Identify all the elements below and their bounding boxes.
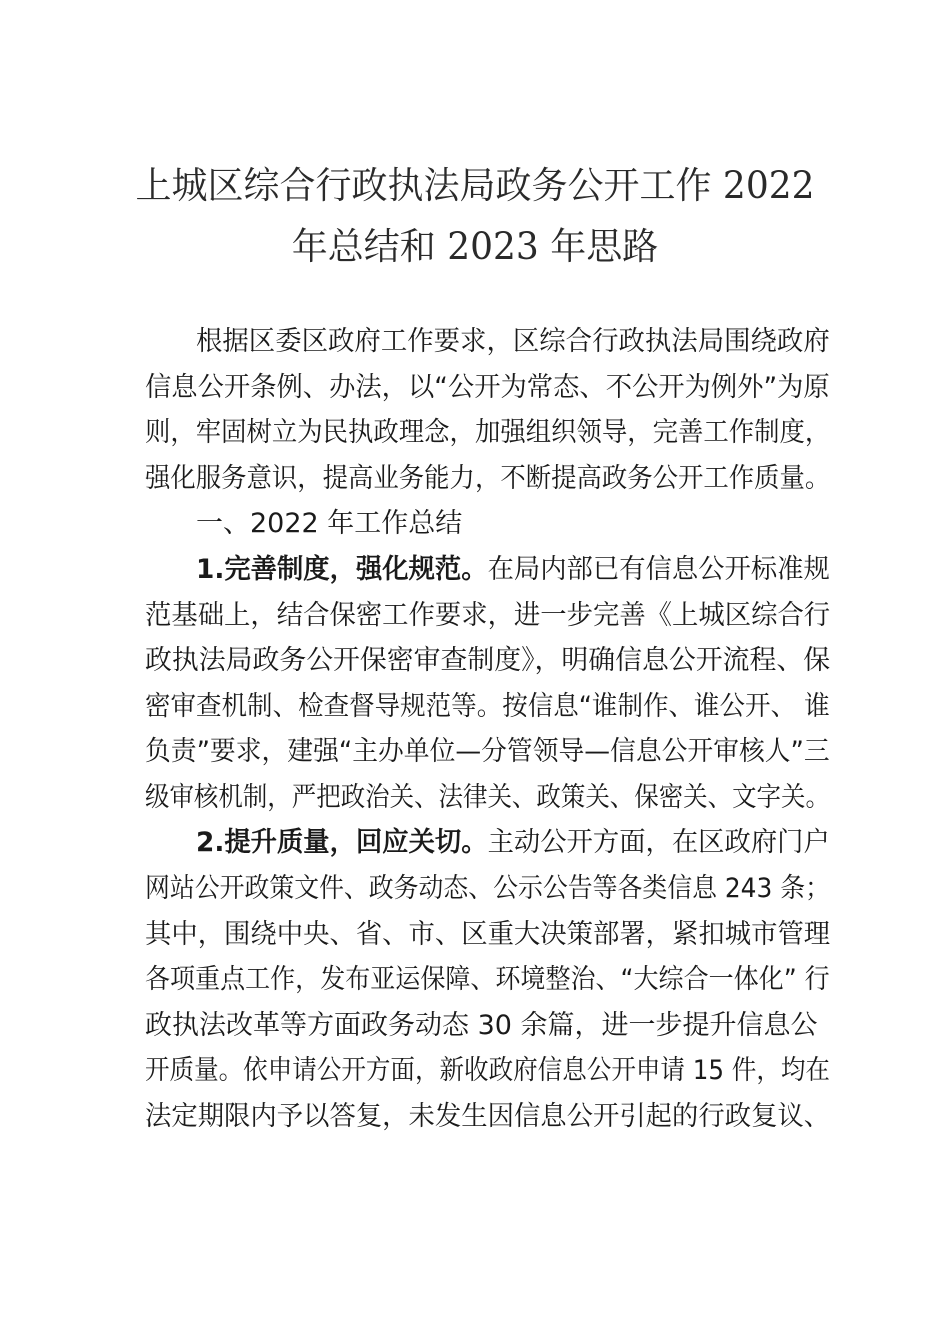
item-2-first-line-text: 主动公开方面，在区政府门户 — [487, 827, 830, 858]
section-heading-2022-summary: 一、2022 年工作总结 — [196, 508, 463, 539]
item-2-line-7: 法定期限内予以答复，未发生因信息公开引起的行政复议、 — [145, 1101, 831, 1132]
item-2-line-2: 网站公开政策文件、政务动态、公示公告等各类信息 243 条； — [145, 873, 830, 904]
item-1-line-2: 范基础上，结合保密工作要求，进一步完善《上城区综合行 — [145, 600, 831, 631]
item-1-first-line-text: 在局内部已有信息公开标准规 — [487, 554, 830, 585]
item-1-heading: 1.完善制度，强化规范。 — [196, 554, 488, 585]
item-1-line-6: 级审核机制，严把政治关、法律关、政策关、保密关、文字关。 — [145, 782, 830, 813]
item-2-line-4: 各项重点工作，发布亚运保障、环境整治、“大综合一体化” 行 — [145, 964, 830, 995]
item-2-line-6: 开质量。依申请公开方面，新收政府信息公开申请 15 件，均在 — [145, 1055, 830, 1086]
item-1-line-3: 政执法局政务公开保密审查制度》，明确信息公开流程、保 — [145, 645, 831, 676]
intro-line-1: 根据区委区政府工作要求，区综合行政执法局围绕政府 — [196, 326, 830, 357]
item-2-first-line — [196, 828, 830, 858]
intro-line-3: 则，牢固树立为民执政理念，加强组织领导，完善工作制度， — [145, 417, 831, 448]
item-1-line-5: 负责”要求，建强“主办单位—分管领导—信息公开审核人”三 — [145, 736, 830, 767]
document-title-line-1: 上城区综合行政执法局政务公开工作 2022 — [135, 164, 815, 207]
item-1-first-line — [196, 555, 830, 585]
item-2-line-3: 其中，围绕中央、省、市、区重大决策部署，紧扣城市管理 — [145, 919, 831, 950]
document-title-line-2: 年总结和 2023 年思路 — [291, 225, 659, 268]
item-2-line-5: 政执法改革等方面政务动态 30 余篇，进一步提升信息公 — [145, 1010, 818, 1041]
intro-line-2: 信息公开条例、办法，以“公开为常态、不公开为例外”为原 — [145, 372, 830, 403]
intro-line-4: 强化服务意识，提高业务能力，不断提高政务公开工作质量。 — [145, 463, 831, 494]
item-1-line-4: 密审查机制、检查督导规范等。按信息“谁制作、谁公开、 谁 — [145, 691, 830, 722]
item-2-heading: 2.提升质量，回应关切。 — [196, 827, 488, 858]
